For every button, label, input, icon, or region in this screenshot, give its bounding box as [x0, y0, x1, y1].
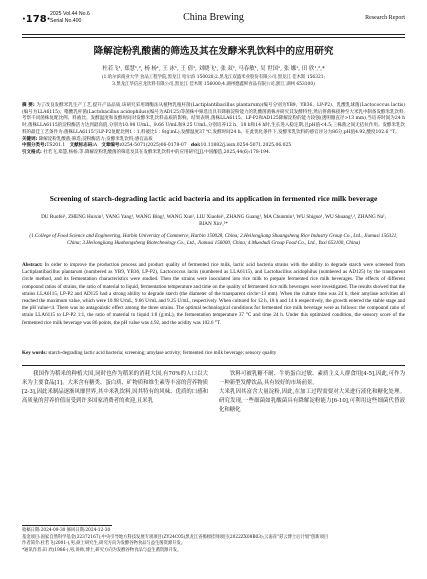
abstract-label: 摘 要:: [22, 103, 35, 108]
cite-value: 杜若飞,郑慧,杨杨,等.降解淀粉乳酸菌的筛选及其在发酵米乳饮料中的应用研究[J].中国酿造,2025,44(6):178-194.: [43, 149, 271, 155]
chinese-title: 降解淀粉乳酸菌的筛选及其在发酵米乳饮料中的应用研究: [93, 46, 334, 57]
volume-text: 2025 Vol.44 No.6: [50, 11, 90, 17]
abstract-text: 为了改良发酵米乳生产工艺,提升产品品质,该研究采用调酶法从植物乳植杆菌(Lactiplantibacillus plantarum)(编号分别为YB9、YB36、LP-P2)、乳酸乳球菌(Lactococcus lactis)(编号为LLA6115)、嗜酸乳杆菌(Lactobacillus acidophilus)(编号为AD125)等菌株中筛选出具有降解淀粉能力的乳酸菌菌株并研究其发酵特性,然后将菌株接种至大米乳中制备发酵米乳饮料,考察不同菌株复配比例、料液比、发酵温度和发酵时间对发酵米乳饮料品质的影响。结果表明,菌株LLA6115、LP-P2和AD125降解淀粉的能力较强(透明圈直径>13 mm),当培养时间为24 h时,菌株LLA6115的淀粉酶活力达到最高值,分别为10.98 U/mL、9.66 U/mL和9.25 U/mL,分别培养12 h、18 h和14 h时,生长进入稳定期,且pH值<4.5;三株菌之间无拮抗作用。发酵米乳饮料的最佳工艺条件为:菌株LLA6115与LP-P2复配比例1∶1,料液比1∶8(g∶mL),发酵温度37 ℃,发酵时间24 h。在此优化条件下,发酵米乳饮料的感官评分为86分,pH值4.92,酸度102.6 °T。: [22, 103, 406, 135]
english-authors: DU Ruofei¹, ZHENG Huixin¹, YANG Yang¹, WANG Bing¹, WANG Xun¹, LIU Xiaofei¹, ZHANG Guang¹, MA Chunmin¹, WU Shiguo¹, WU Shuang¹,², ZHANG Na¹, BIAN Xin¹,²*: [41, 214, 386, 227]
english-abstract: [22, 262, 405, 327]
english-keywords-label: Key words:: [22, 350, 48, 356]
english-affiliations: (1.College of Food Science and Engineering, Harbin University of Commerce, Harbin 150028, China; 2.Heilongjiang Shuangsheng Rice Industry Group Co., Ltd., Jiamusi 156321, China; 3.Heilongjiang Huahongsheng Biotechnology Co., Ltd., Jiamusi 156000, China; 4.Muodudi Group Food Co., Ltd., Yuxi 653100, China): [29, 233, 398, 246]
footnote-corresponding: *通讯作者:田 欣(1986-),男,讲师,博士,研究方向为发酵谷物食品与益生菌资源开发。: [22, 547, 182, 553]
english-keywords: [22, 350, 405, 357]
section-divider: [22, 365, 405, 366]
journal-name: China Brewing: [183, 12, 244, 23]
footnotes: [22, 528, 405, 554]
english-title: Screening of starch-degrading lactic acid bacteria and its application in fermented rice milk beverage: [49, 194, 378, 203]
header-rule-thin: [22, 37, 405, 38]
chinese-abstract-block: [22, 103, 405, 157]
keywords-label: 关键词:: [22, 136, 38, 142]
footnote-fund: 基金项目:国家自然科学基金(32372167);中央引导地方科技发展专项项目(ZY24C05)黑龙江省揭榜挂帅项目(2022ZX08B03);云南省"彩云博士后计划"创新项目: [22, 534, 329, 540]
chinese-affiliation-line: 3.黑龙江华信应龙饮料有限公司,黑龙江 佳木斯 156000;4.湖州德鑫鲜食品有限公司,浙江 湖州 653100): [112, 81, 315, 87]
english-abstract-text: In order to improve the production process and product quality of fermented rice milk, lactic acid bacteria strains with the ability to degrade starch were screened from Lactiplantibacillus plantarum (numbered as YB9, YB36, LP-P2), Lactococcus lactis (numbered as LLA6115), and Lactobacillus acidophilus (numbered as AD125) by the transparent circle method, and its fermentation characteristics were studied. Then the strains were inoculated into rice milk to prepare fermented rice milk beverages. The effects of different compound ratios of strains, the ratio of material to liquid, fermentation temperature and time on the quality of fermented rice milk beverages were investigated. The results showed that the strains LLA6115, LP-P2 and AD125 had a strong ability to degrade starch (the diameter of the transparent circle>13 mm). When the culture time was 24 h, their amylase activities all reached the maximum value, which were 10.98 U/mL, 9.66 U/mL and 9.25 U/mL, respectively. When cultured for 12 h, 18 h and 14 h respectively, the growth entered the stable stage and the pH value<4. There was no antagonistic effect among the three strains. The optimal technological conditions for fermented rice milk beverage were as follows: the compound ratio of strain LLA6115 to LP-P2 1∶1, the ratio of material to liquid 1∶8 (g∶mL), the fermentation temperature 37 °C and time 24 h. Under this optimized condition, the sensory score of the fermented rice milk beverage was 86 points, the pH value was 4.92, and the acidity was 102.6 °T.: [22, 262, 405, 326]
doc-code-value: A: [93, 143, 98, 149]
doi-value: 10.11882/j.issn.0254-5071.2025.06.025: [200, 143, 292, 149]
body-column-left: 我国作为稻米的种植大国,同时也作为稻米的消耗大国,有70%的人口以大米为主要食品[1]。大米含有糖类、蛋白质、矿物质和维生素等丰富的营养物质[2-3],因此米制品逐渐风靡世界,其中米乳饮料,因其特有的风味、优质的口感和高质量的营养价值而受到许多国家消费者的欢迎,且米乳: [22, 371, 208, 404]
running-header: [22, 6, 405, 32]
clc-value: TS201.1: [46, 143, 66, 149]
section-label: Research Report: [365, 15, 405, 21]
keywords-text: 降解淀粉乳酸菌;筛选;淀粉酶活力;发酵米乳饮料;感官品质: [38, 136, 153, 142]
chinese-affiliation-line: (1.哈尔滨商业大学 食品工程学院,黑龙江 哈尔滨 150028;2.黑龙江双盛米业股份有限公司,黑龙江 佳木斯 156321;: [101, 75, 326, 80]
serial-text: Serial No.400: [50, 18, 82, 24]
classification-line: [22, 143, 405, 150]
footnote-rule: [22, 525, 112, 526]
doi-label: doi:: [190, 143, 201, 149]
english-keywords-text: starch-degrading lactic acid bacteria; screening; amylase activity; fermented rice milk beverage; sensory quality: [48, 350, 277, 356]
chinese-authors: 杜若飞¹, 郑慧¹,², 杨 杨¹, 王 冰¹, 王 倩¹, 刘晓飞¹, 张 双¹, 马春敏¹, 吴 世国¹, 张 娜¹, 田 欣¹,²,*: [102, 66, 325, 72]
footnote-author: 作者简介:杜若飞(2001-),男,硕士研究生,研究方向为发酵谷物食品与益生菌资源开发。: [22, 541, 186, 547]
english-abstract-label: Abstract:: [22, 262, 43, 268]
chinese-abstract: [22, 103, 405, 137]
footnote-received: 收稿日期:2024-09-30 修回日期:2024-12-30: [22, 528, 111, 533]
chinese-affiliations: [24, 75, 403, 88]
article-no-label: 文章编号:: [101, 143, 122, 149]
citation-line: [22, 150, 405, 157]
body-column-right: 饮料可被乳糖不耐、牛奶蛋白过敏、素质主义人群食用[4-5],因此,可作为一种新型发酵饮品,具有较好的市场前景。 大米乳因其富含大量淀粉,因此,在加工过程需要对大米进行液化和糖化处理。研究发现,一些细菌如乳酸菌具有降解淀粉能力[6-10],可利用这些细菌代替液化和糖化: [219, 371, 405, 413]
article-no-value: 0254-5071(2025)06-0178-07: [121, 143, 187, 149]
header-rule: [22, 34, 405, 35]
doc-code-label: 文献标志码:: [69, 143, 94, 149]
cite-label: 引文格式:: [22, 149, 42, 155]
page-number: ·178·: [22, 14, 51, 25]
clc-label: 中图分类号:: [22, 143, 47, 149]
